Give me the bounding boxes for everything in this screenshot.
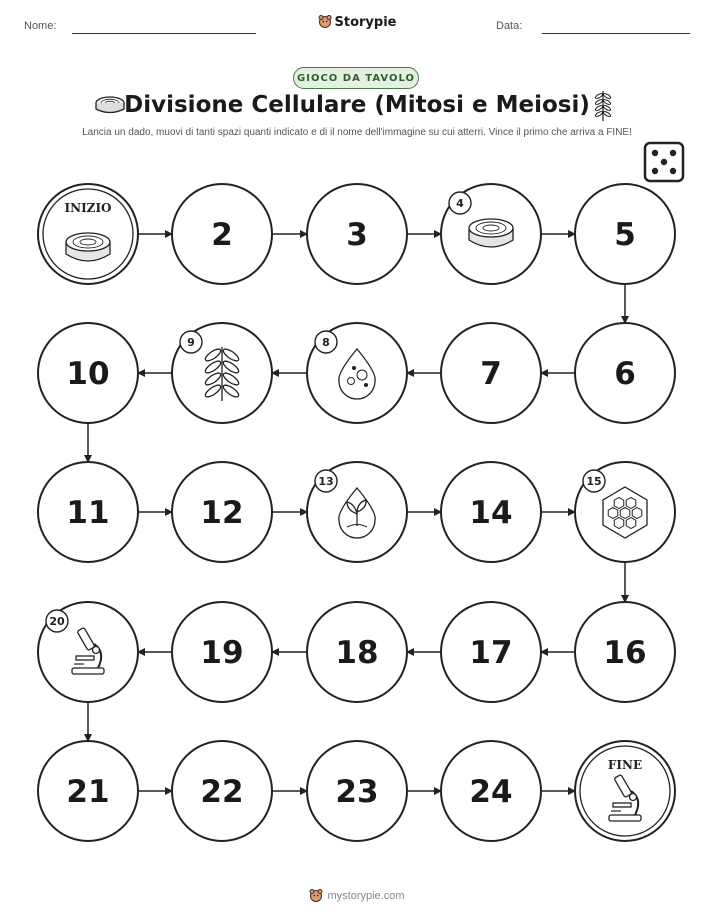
space-number: 18: [335, 635, 379, 671]
space-number: 19: [200, 635, 244, 671]
space-number: 22: [200, 774, 244, 810]
space-number: 24: [469, 774, 513, 810]
space-number-badge: 20: [49, 615, 65, 628]
board-space-15: [575, 462, 675, 562]
board-space-22: [172, 741, 272, 841]
space-number: 6: [614, 356, 636, 392]
board-space-9: [172, 323, 272, 423]
space-number: 17: [469, 635, 513, 671]
board-space-1: [38, 184, 138, 284]
space-number: 5: [614, 217, 636, 253]
space-number: 23: [335, 774, 379, 810]
space-number-badge: 13: [318, 475, 334, 488]
space-number: 3: [346, 217, 368, 253]
board-space-12: [172, 462, 272, 562]
board-space-18: [307, 602, 407, 702]
board-space-11: [38, 462, 138, 562]
space-label: INIZIO: [64, 201, 112, 215]
board-space-5: [575, 184, 675, 284]
board-space-17: [441, 602, 541, 702]
space-number-badge: 8: [322, 336, 330, 349]
board-space-3: [307, 184, 407, 284]
tree-slice-icon: [469, 219, 513, 247]
tree-slice-icon: [66, 233, 110, 261]
game-badge: GIOCO DA TAVOLO: [293, 67, 419, 89]
board-space-16: [575, 602, 675, 702]
space-number: 7: [480, 356, 502, 392]
space-number-badge: 9: [187, 336, 195, 349]
board-space-14: [441, 462, 541, 562]
name-label: Nome:: [24, 20, 57, 32]
space-number: 16: [603, 635, 647, 671]
board-space-6: [575, 323, 675, 423]
board-space-10: [38, 323, 138, 423]
space-number: 10: [66, 356, 110, 392]
space-number: 12: [200, 495, 244, 531]
board-space-13: [307, 462, 407, 562]
footer-url: mystorypie.com: [327, 890, 405, 902]
board-space-21: [38, 741, 138, 841]
board-space-20: [38, 602, 138, 702]
space-label: FINE: [607, 758, 643, 772]
instructions: Lancia un dado, muovi di tanti spazi quanti indicato e di il nome dell'immagine su cui atterri. Vince il primo che arriva a FINE!: [82, 127, 632, 138]
bear-logo-icon: [309, 888, 323, 902]
board-space-7: [441, 323, 541, 423]
space-number: 2: [211, 217, 233, 253]
space-number: 21: [66, 774, 110, 810]
board-space-8: [307, 323, 407, 423]
footer: [0, 888, 714, 902]
space-number: 11: [66, 495, 110, 531]
board-space-25: [575, 741, 675, 841]
board-space-24: [441, 741, 541, 841]
brand-name: Storypie: [334, 15, 397, 30]
board-space-23: [307, 741, 407, 841]
board-space-2: [172, 184, 272, 284]
space-number: 14: [469, 495, 513, 531]
board-space-19: [172, 602, 272, 702]
space-number-badge: 4: [456, 197, 464, 210]
board-space-4: [441, 184, 541, 284]
space-number-badge: 15: [586, 475, 602, 488]
page-title: Divisione Cellulare (Mitosi e Meiosi): [124, 92, 590, 118]
date-label: Data:: [496, 20, 523, 32]
